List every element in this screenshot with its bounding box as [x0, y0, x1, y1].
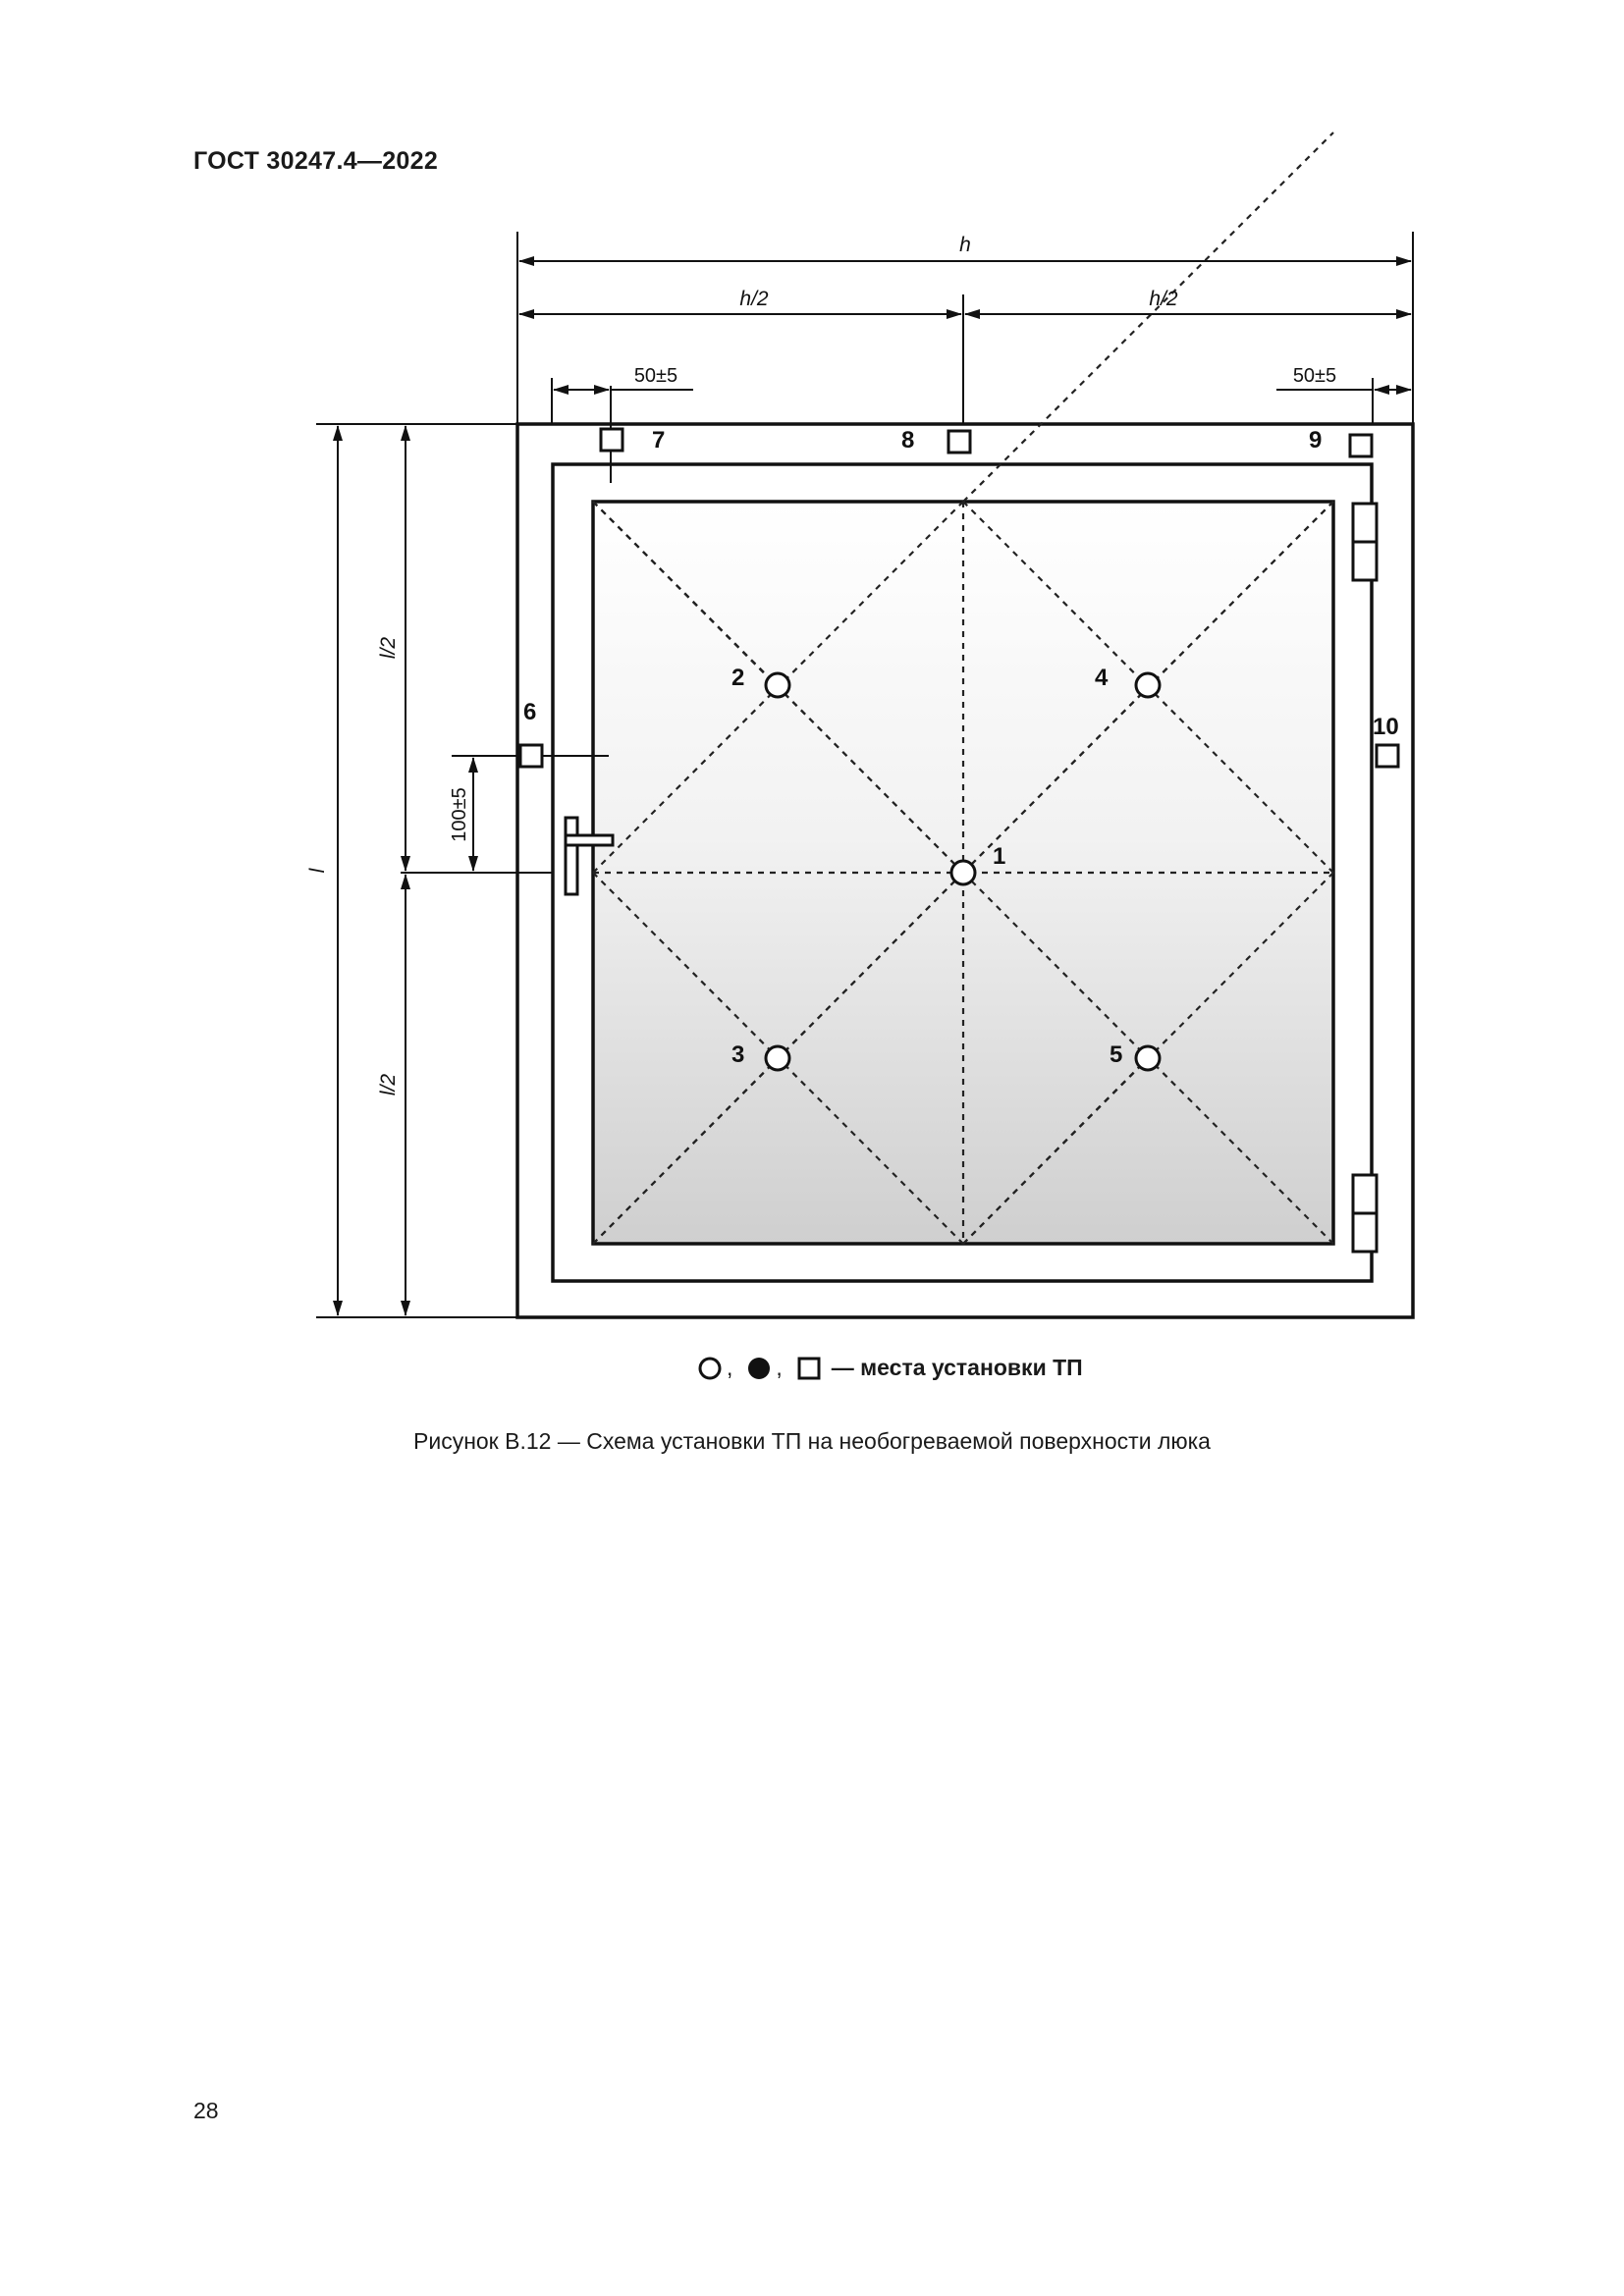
dim-offset-right: 50±5	[1292, 365, 1337, 387]
tp-point-7	[601, 429, 623, 451]
dim-h-half-right: h/2	[1149, 288, 1178, 310]
legend-text: — места установки ТП	[831, 1355, 1083, 1380]
open-square-icon	[796, 1356, 822, 1381]
tp-point-4	[1136, 673, 1160, 697]
legend-sep-1: ,	[727, 1355, 733, 1380]
tp-label-4: 4	[1095, 665, 1109, 691]
tp-label-1: 1	[993, 843, 1006, 870]
tp-label-9: 9	[1309, 427, 1323, 454]
tp-point-9	[1350, 435, 1372, 456]
legend-sep-2: ,	[776, 1355, 783, 1380]
tp-point-6	[520, 745, 542, 767]
tp-point-10	[1377, 745, 1398, 767]
tp-label-2: 2	[731, 665, 745, 691]
dim-l-half-bottom: l/2	[377, 1073, 400, 1096]
figure-caption: Рисунок В.12 — Схема установки ТП на необогреваемой поверхности люка	[413, 1428, 1211, 1454]
tp-label-8: 8	[901, 427, 915, 454]
tp-label-5: 5	[1110, 1041, 1123, 1068]
legend	[697, 1355, 1083, 1381]
hinge-bottom	[1353, 1175, 1377, 1252]
open-circle-icon	[697, 1356, 723, 1381]
tp-point-1	[951, 861, 975, 884]
dim-l-half-top: l/2	[377, 636, 400, 660]
document-header: ГОСТ 30247.4—2022	[193, 147, 439, 175]
tp-point-8	[948, 431, 970, 453]
tp-label-6: 6	[523, 699, 537, 725]
dim-offset-left: 50±5	[633, 365, 678, 387]
dim-l: l	[306, 868, 329, 874]
filled-circle-icon	[746, 1356, 772, 1381]
tp-point-2	[766, 673, 789, 697]
page-number: 28	[193, 2098, 219, 2123]
tp-point-3	[766, 1046, 789, 1070]
tp-label-3: 3	[731, 1041, 745, 1068]
hinge-top	[1353, 504, 1377, 580]
tp-point-5	[1136, 1046, 1160, 1070]
tp-label-10: 10	[1373, 714, 1399, 740]
dim-handle-offset: 100±5	[449, 787, 470, 842]
tp-label-7: 7	[652, 427, 666, 454]
dim-h-half-left: h/2	[739, 288, 769, 310]
dim-h: h	[959, 234, 971, 256]
